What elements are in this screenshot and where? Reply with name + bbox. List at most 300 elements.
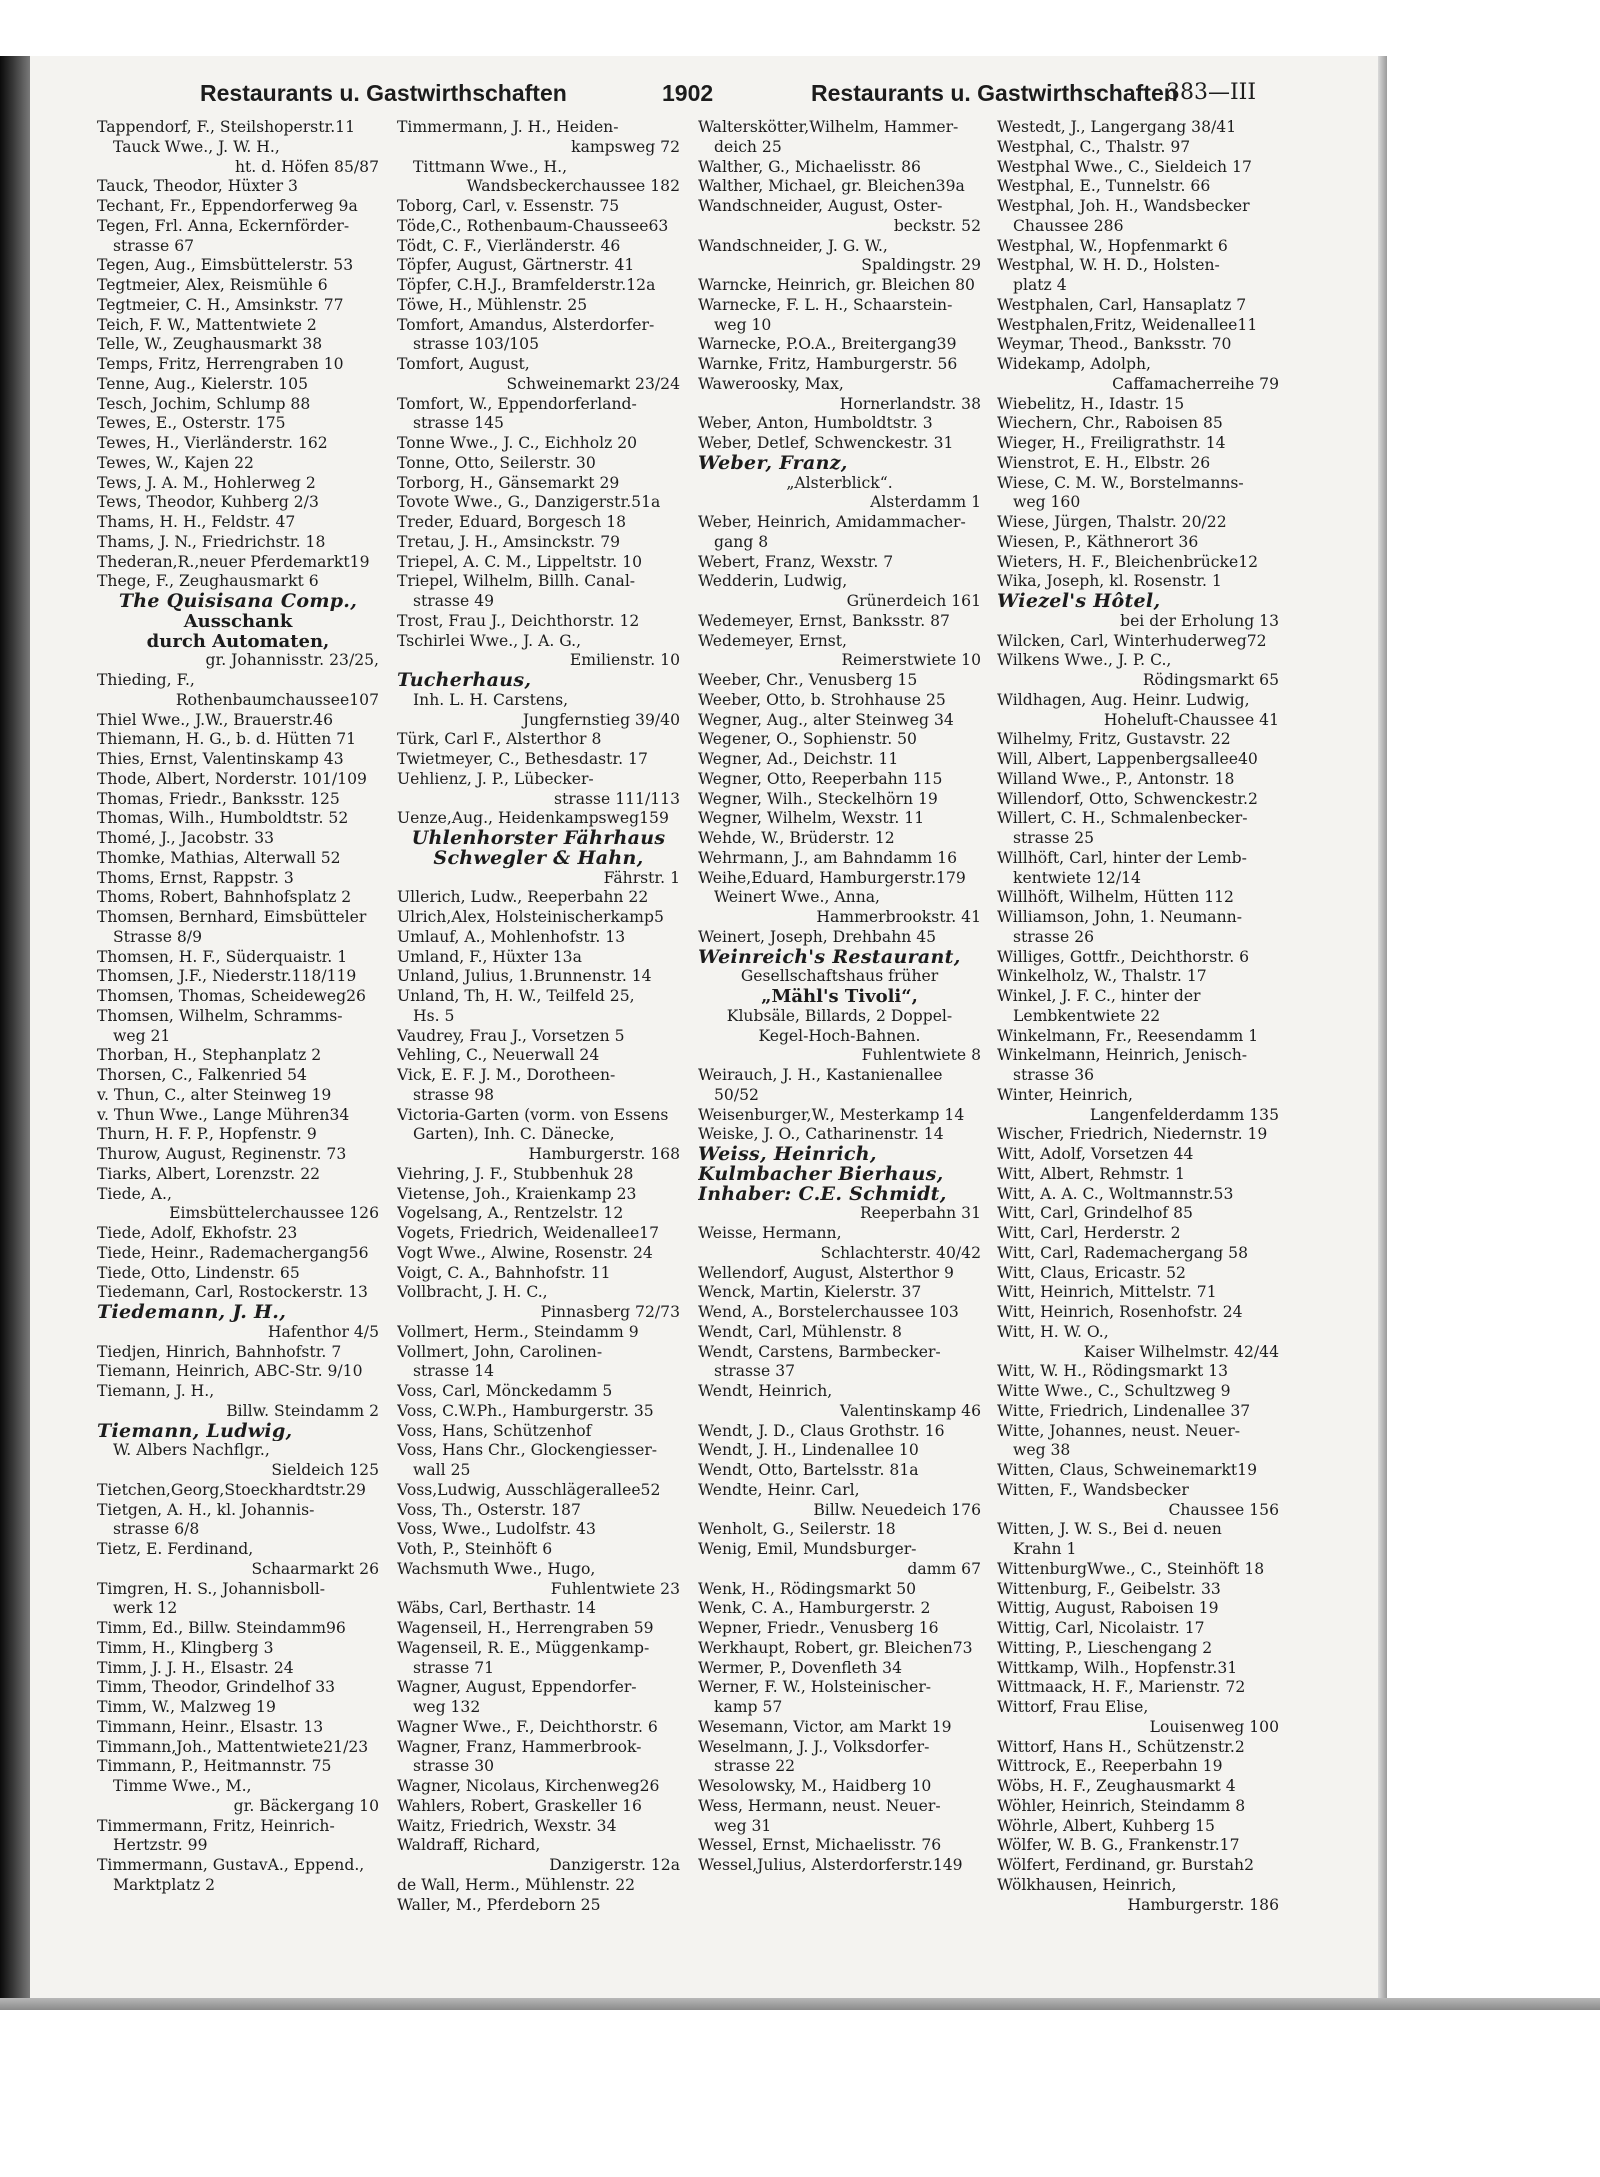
directory-line: Sieldeich 125 — [271, 1461, 379, 1479]
directory-line: Uhlenhorster Fährhaus — [411, 829, 666, 849]
directory-line: Strasse 8/9 — [113, 927, 202, 946]
directory-line: Chaussee 156 — [1168, 1500, 1279, 1519]
directory-line: Westphal Wwe., C., Sieldeich 17 — [997, 157, 1252, 176]
directory-line: Tews, J. A. M., Hohlerweg 2 — [97, 473, 316, 492]
directory-line: Weinreich's Restaurant, — [698, 947, 961, 968]
directory-line: Hornerlandstr. 38 — [839, 394, 981, 413]
directory-line: Wiebelitz, H., Idastr. 15 — [997, 394, 1185, 413]
directory-line: Tiede, Otto, Lindenstr. 65 — [97, 1263, 300, 1282]
directory-line: Timmann, Heinr., Elsastr. 13 — [97, 1717, 324, 1736]
directory-line: Ausschank — [183, 611, 293, 632]
directory-line: weg 160 — [1013, 493, 1081, 512]
directory-line: Winkelmann, Heinrich, Jenisch- — [997, 1046, 1248, 1065]
directory-line: strasse 37 — [714, 1362, 796, 1381]
directory-line: Töpfer, August, Gärtnerstr. 41 — [397, 256, 635, 275]
directory-line: Weihe,Eduard, Hamburgerstr.179 — [698, 868, 966, 887]
directory-line: Voss, Carl, Mönckedamm 5 — [397, 1382, 613, 1400]
directory-line: Thomsen, Wilhelm, Schramms- — [97, 1006, 343, 1025]
directory-line: Wagner, Nicolaus, Kirchenweg26 — [397, 1777, 660, 1795]
directory-line: Wendt, Carl, Mühlenstr. 8 — [698, 1322, 902, 1341]
directory-line: Tonne, Otto, Seilerstr. 30 — [397, 453, 596, 472]
directory-line: Tiarks, Albert, Lorenzstr. 22 — [97, 1164, 321, 1183]
directory-line: Eimsbüttelerchaussee 126 — [169, 1204, 379, 1223]
directory-line: Wiese, Jürgen, Thalstr. 20/22 — [997, 513, 1227, 531]
directory-line: Westedt, J., Langergang 38/41 — [997, 118, 1237, 136]
directory-line: Weeber, Otto, b. Strohhause 25 — [698, 690, 946, 709]
directory-line: Krahn 1 — [1013, 1540, 1077, 1558]
directory-line: Wagner, Franz, Hammerbrook- — [397, 1737, 642, 1756]
directory-line: Westphal, W., Hopfenmarkt 6 — [997, 236, 1228, 255]
directory-line: Witt, Carl, Grindelhof 85 — [997, 1204, 1193, 1223]
directory-line: Uehlienz, J. P., Lübecker- — [397, 769, 594, 788]
directory-line: Wenig, Emil, Mundsburger- — [698, 1540, 917, 1558]
directory-line: Wenholt, G., Seilerstr. 18 — [698, 1520, 896, 1539]
directory-line: Wittorf, Frau Elise, — [997, 1698, 1149, 1716]
directory-line: Witt, Claus, Ericastr. 52 — [997, 1263, 1186, 1282]
directory-line: Schlachterstr. 40/42 — [820, 1243, 981, 1262]
directory-line: Tiedemann, Carl, Rostockerstr. 13 — [97, 1283, 368, 1302]
directory-line: Wenk, C. A., Hamburgerstr. 2 — [698, 1599, 931, 1618]
directory-line: Wendt, Carstens, Barmbecker- — [698, 1342, 941, 1361]
directory-line: Wölfert, Ferdinand, gr. Burstah2 — [997, 1856, 1254, 1874]
directory-line: Thoms, Ernst, Rappstr. 3 — [97, 868, 294, 887]
directory-line: Timmann, P., Heitmannstr. 75 — [97, 1757, 332, 1776]
directory-line: Fuhlentwiete 23 — [550, 1579, 680, 1598]
directory-line: Winkelholz, W., Thalstr. 17 — [997, 967, 1207, 986]
directory-line: Warnke, Fritz, Hamburgerstr. 56 — [698, 355, 958, 373]
directory-line: Billw. Steindamm 2 — [226, 1401, 379, 1420]
directory-line: Timmermann, Fritz, Heinrich- — [97, 1816, 335, 1835]
directory-line: Danzigerstr. 12a — [549, 1856, 680, 1874]
directory-line: Witt, H. W. O., — [997, 1322, 1109, 1341]
directory-line: 50/52 — [714, 1085, 759, 1104]
directory-line: Wienstrot, E. H., Elbstr. 26 — [997, 453, 1211, 472]
directory-line: Thiel Wwe., J.W., Brauerstr.46 — [97, 710, 333, 729]
directory-line: Thurow, August, Reginenstr. 73 — [97, 1145, 347, 1163]
directory-line: Wandschneider, J. G. W., — [698, 236, 888, 255]
directory-line: Twietmeyer, C., Bethesdastr. 17 — [397, 750, 648, 768]
directory-line: Trost, Frau J., Deichthorstr. 12 — [397, 611, 640, 630]
directory-line: Witten, Claus, Schweinemarkt19 — [997, 1461, 1258, 1479]
directory-line: W. Albers Nachflgr., — [113, 1441, 270, 1460]
directory-line: Wilcken, Carl, Winterhuderweg72 — [997, 631, 1267, 650]
directory-line: Thieding, F., — [97, 671, 195, 689]
directory-line: Thies, Ernst, Valentinskamp 43 — [97, 750, 344, 768]
directory-line: Treder, Eduard, Borgesch 18 — [397, 513, 627, 531]
directory-line: Walther, G., Michaelisstr. 86 — [698, 157, 921, 176]
directory-line: Walterskötter,Wilhelm, Hammer- — [698, 118, 959, 136]
directory-line: Tovote Wwe., G., Danzigerstr.51a — [397, 493, 661, 512]
directory-line: Tiede, Adolf, Ekhofstr. 23 — [97, 1224, 298, 1242]
directory-line: Tauck, Theodor, Hüxter 3 — [97, 177, 298, 196]
directory-line: kampsweg 72 — [571, 137, 680, 156]
directory-line: Timm, Ed., Billw. Steindamm96 — [97, 1619, 346, 1637]
directory-line: Witten, F., Wandsbecker — [997, 1480, 1189, 1499]
directory-line: Inhaber: C.E. Schmidt, — [698, 1184, 947, 1205]
directory-line: Winkel, J. F. C., hinter der — [997, 987, 1201, 1005]
directory-line: Thams, H. H., Feldstr. 47 — [97, 513, 296, 531]
directory-line: Tauck Wwe., J. W. H., — [113, 137, 280, 156]
directory-line: Wegner, Otto, Reeperbahn 115 — [698, 769, 943, 788]
directory-line: Wandschneider, August, Oster- — [698, 197, 943, 215]
directory-line: weg 21 — [113, 1026, 171, 1045]
directory-line: Westphal, C., Thalstr. 97 — [997, 137, 1191, 156]
directory-line: Tietz, E. Ferdinand, — [97, 1540, 254, 1558]
directory-line: Hammerbrookstr. 41 — [816, 908, 981, 926]
directory-line: Kegel-Hoch-Bahnen. — [758, 1026, 921, 1045]
directory-line: strasse 111/113 — [554, 789, 680, 808]
directory-line: Ulrich,Alex, Holsteinischerkamp5 — [397, 908, 664, 926]
directory-line: Wedderin, Ludwig, — [698, 572, 848, 591]
directory-line: Wäbs, Carl, Berthastr. 14 — [397, 1599, 596, 1618]
directory-line: Thiemann, H. G., b. d. Hütten 71 — [97, 730, 357, 749]
directory-line: Temps, Fritz, Herrengraben 10 — [97, 355, 344, 373]
scan-bottom-edge — [0, 1998, 1600, 2010]
directory-line: strasse 145 — [413, 414, 504, 433]
directory-line: Wilhelmy, Fritz, Gustavstr. 22 — [997, 730, 1231, 749]
directory-line: Wieger, H., Freiligrathstr. 14 — [997, 434, 1226, 452]
directory-line: Tietchen,Georg,Stoeckhardtstr.29 — [97, 1480, 366, 1499]
directory-line: Timgren, H. S., Johannisboll- — [97, 1579, 325, 1598]
directory-line: strasse 71 — [413, 1658, 495, 1677]
directory-line: Werner, F. W., Holsteinischer- — [698, 1678, 932, 1697]
directory-line: Unland, Th, H. W., Teilfeld 25, — [397, 987, 635, 1005]
directory-line: strasse 30 — [413, 1757, 495, 1776]
directory-line: Langenfelderdamm 135 — [1089, 1105, 1279, 1124]
directory-line: weg 10 — [714, 315, 772, 334]
directory-line: Witte, Friedrich, Lindenallee 37 — [997, 1401, 1251, 1420]
directory-line: Hertzstr. 99 — [113, 1836, 208, 1855]
directory-line: Thode, Albert, Norderstr. 101/109 — [97, 769, 367, 788]
directory-line: Wieters, H. F., Bleichenbrücke12 — [997, 552, 1259, 571]
directory-line: Wölkhausen, Heinrich, — [997, 1875, 1177, 1894]
directory-line: Wagenseil, H., Herrengraben 59 — [397, 1619, 654, 1637]
directory-line: Voigt, C. A., Bahnhofstr. 11 — [397, 1263, 611, 1282]
directory-line: Wendt, Heinrich, — [698, 1382, 833, 1400]
directory-line: Wölfer, W. B. G., Frankenstr.17 — [997, 1836, 1240, 1855]
directory-line: Will, Albert, Lappenbergsallee40 — [997, 750, 1258, 768]
directory-line: Wittorf, Hans H., Schützenstr.2 — [997, 1737, 1245, 1756]
directory-line: Wesemann, Victor, am Markt 19 — [698, 1717, 952, 1736]
directory-line: Tenne, Aug., Kielerstr. 105 — [97, 374, 309, 393]
directory-line: Vogelsang, A., Rentzelstr. 12 — [397, 1204, 624, 1223]
directory-line: Voss, Hans, Schützenhof — [397, 1421, 592, 1440]
directory-line: Torborg, H., Gänsemarkt 29 — [397, 473, 620, 492]
directory-line: Willendorf, Otto, Schwenckestr.2 — [997, 789, 1258, 808]
directory-line: Thomas, Wilh., Humboldtstr. 52 — [97, 809, 349, 828]
directory-column-2 — [397, 118, 680, 1915]
directory-line: Thoms, Robert, Bahnhofsplatz 2 — [97, 888, 352, 907]
directory-line: Westphalen,Fritz, Weidenallee11 — [997, 315, 1258, 334]
directory-line: Tews, Theodor, Kuhberg 2/3 — [97, 493, 319, 512]
directory-line: Widekamp, Adolph, — [997, 355, 1151, 373]
directory-line: Wildhagen, Aug. Heinr. Ludwig, — [997, 690, 1250, 709]
directory-line: Wischer, Friedrich, Niedernstr. 19 — [997, 1125, 1268, 1144]
directory-line: Wessel, Ernst, Michaelisstr. 76 — [698, 1836, 942, 1855]
directory-line: Töde,C., Rothenbaum-Chaussee63 — [397, 216, 669, 235]
directory-line: Warnecke, F. L. H., Schaarstein- — [698, 295, 953, 314]
directory-line: Tittmann Wwe., H., — [413, 157, 568, 176]
directory-line: Tiedjen, Hinrich, Bahnhofstr. 7 — [97, 1342, 342, 1361]
directory-line: Wenk, H., Rödingsmarkt 50 — [698, 1579, 917, 1598]
directory-line: „Alsterblick“. — [786, 473, 893, 492]
directory-line: Willand Wwe., P., Antonstr. 18 — [997, 769, 1235, 788]
directory-line: Vogets, Friedrich, Weidenallee17 — [397, 1224, 660, 1242]
directory-line: Wagenseil, R. E., Müggenkamp- — [397, 1638, 650, 1657]
directory-line: Waldraff, Richard, — [397, 1836, 541, 1855]
directory-line: Thomsen, Thomas, Scheideweg26 — [97, 987, 366, 1005]
directory-line: Wehrmann, J., am Bahndamm 16 — [698, 848, 958, 867]
directory-line: Tiede, A., — [97, 1184, 172, 1203]
directory-line: Reeperbahn 31 — [859, 1204, 981, 1223]
directory-line: werk 12 — [113, 1599, 178, 1618]
directory-line: Pinnasberg 72/73 — [540, 1303, 680, 1321]
directory-line: Wermer, P., Dovenfleth 34 — [698, 1658, 903, 1677]
directory-line: Wittkamp, Wilh., Hopfenstr.31 — [997, 1658, 1238, 1677]
directory-line: Wehde, W., Brüderstr. 12 — [698, 829, 895, 847]
directory-line: Hafenthor 4/5 — [267, 1322, 379, 1341]
directory-line: Voss, Hans Chr., Glockengiesser- — [397, 1441, 658, 1460]
directory-line: Wagner Wwe., F., Deichthorstr. 6 — [397, 1717, 658, 1736]
directory-line: „Mähl's Tivoli“, — [761, 987, 918, 1007]
directory-line: Emilienstr. 10 — [569, 651, 680, 670]
directory-line: Tesch, Jochim, Schlump 88 — [97, 394, 311, 413]
directory-line: Uenze,Aug., Heidenkampsweg159 — [397, 809, 669, 828]
directory-line: weg 132 — [413, 1698, 481, 1716]
directory-line: Thederan,R.,neuer Pferdemarkt19 — [97, 552, 370, 571]
directory-column-4 — [997, 118, 1279, 1915]
directory-line: Timmermann, J. H., Heiden- — [397, 118, 619, 136]
directory-line: Telle, W., Zeughausmarkt 38 — [97, 335, 323, 354]
directory-line: Warnecke, P.O.A., Breitergang39 — [698, 335, 957, 354]
directory-line: Kaiser Wilhelmstr. 42/44 — [1083, 1342, 1279, 1361]
directory-line: Tschirlei Wwe., J. A. G., — [397, 631, 582, 650]
directory-line: Spaldingstr. 29 — [861, 256, 981, 275]
directory-line: Unland, Julius, 1.Brunnenstr. 14 — [397, 967, 652, 986]
header-right-title: Restaurants u. Gastwirthschaften — [811, 80, 1178, 106]
directory-line: Thege, F., Zeughausmarkt 6 — [97, 572, 319, 591]
directory-line: Westphal, E., Tunnelstr. 66 — [997, 177, 1211, 196]
directory-line: Tewes, E., Osterstr. 175 — [97, 414, 286, 433]
directory-line: Weymar, Theod., Banksstr. 70 — [997, 335, 1232, 354]
directory-line: Kulmbacher Bierhaus, — [698, 1164, 944, 1185]
directory-line: durch Automaten, — [146, 631, 330, 652]
directory-line: Williges, Gottfr., Deichthorstr. 6 — [997, 947, 1250, 966]
directory-line: Tietgen, A. H., kl. Johannis- — [97, 1500, 315, 1519]
directory-line: Wepner, Friedr., Venusberg 16 — [698, 1619, 939, 1637]
directory-line: Thorban, H., Stephanplatz 2 — [97, 1046, 322, 1065]
directory-line: Louisenweg 100 — [1149, 1717, 1279, 1736]
directory-line: Weisenburger,W., Mesterkamp 14 — [698, 1105, 965, 1124]
directory-line: Thomke, Mathias, Alterwall 52 — [97, 848, 341, 867]
directory-line: Thomas, Friedr., Banksstr. 125 — [97, 789, 340, 808]
directory-line: Tretau, J. H., Amsinckstr. 79 — [397, 532, 621, 551]
directory-line: Ullerich, Ludw., Reeperbahn 22 — [397, 888, 649, 907]
directory-column-3 — [698, 118, 981, 1876]
directory-line: Weber, Detlef, Schwenckestr. 31 — [698, 434, 954, 452]
directory-line: Töwe, H., Mühlenstr. 25 — [397, 295, 588, 314]
directory-line: Waitz, Friedrich, Wexstr. 34 — [397, 1816, 617, 1835]
directory-line: Wöbs, H. F., Zeughausmarkt 4 — [997, 1777, 1236, 1795]
directory-line: Witt, A. A. C., Woltmannstr.53 — [997, 1184, 1234, 1203]
directory-line: Witt, Carl, Herderstr. 2 — [997, 1224, 1181, 1242]
directory-line: Klubsäle, Billards, 2 Doppel- — [726, 1006, 953, 1025]
directory-line: Tödt, C. F., Vierländerstr. 46 — [397, 236, 621, 255]
directory-line: Tonne Wwe., J. C., Eichholz 20 — [397, 434, 638, 452]
directory-line: The Quisisana Comp., — [118, 592, 358, 612]
directory-line: Westphal, W. H. D., Holsten- — [997, 256, 1220, 275]
directory-line: Vollbracht, J. H. C., — [397, 1283, 548, 1302]
directory-line: Wedemeyer, Ernst, Banksstr. 87 — [698, 611, 950, 630]
directory-line: Vollmert, Herm., Steindamm 9 — [397, 1322, 639, 1341]
directory-line: Weinert Wwe., Anna, — [714, 888, 880, 907]
directory-line: Wegner, Wilh., Steckelhörn 19 — [698, 789, 938, 808]
directory-line: Wöhler, Heinrich, Steindamm 8 — [997, 1796, 1246, 1815]
directory-line: Walther, Michael, gr. Bleichen39a — [698, 177, 965, 196]
directory-line: Tomfort, August, — [397, 355, 530, 373]
directory-line: Rothenbaumchaussee107 — [175, 690, 379, 709]
directory-line: Fuhlentwiete 8 — [861, 1046, 981, 1065]
directory-line: Chaussee 286 — [1013, 216, 1124, 235]
directory-line: Wiechern, Chr., Raboisen 85 — [997, 414, 1223, 433]
directory-line: Vehling, C., Neuerwall 24 — [397, 1046, 600, 1065]
directory-line: Voss, C.W.Ph., Hamburgerstr. 35 — [397, 1401, 654, 1420]
directory-line: Hs. 5 — [413, 1006, 455, 1025]
directory-line: Timme Wwe., M., — [113, 1777, 252, 1795]
directory-line: Thomsen, J.F., Niederstr.118/119 — [97, 967, 357, 986]
directory-line: strasse 26 — [1013, 927, 1095, 946]
directory-line: Inh. L. H. Carstens, — [413, 690, 569, 709]
directory-line: Wedemeyer, Ernst, — [698, 631, 848, 650]
directory-column-1 — [97, 118, 379, 1896]
directory-line: Timm, H., Klingberg 3 — [97, 1638, 274, 1657]
directory-line: Hamburgerstr. 168 — [528, 1145, 680, 1163]
directory-line: Willhöft, Carl, hinter der Lemb- — [997, 848, 1247, 867]
directory-line: Wagner, August, Eppendorfer- — [397, 1678, 637, 1697]
directory-line: kentwiete 12/14 — [1013, 868, 1141, 887]
directory-line: Thomé, J., Jacobstr. 33 — [97, 829, 275, 847]
directory-line: gr. Johannisstr. 23/25, — [205, 651, 379, 670]
directory-line: v. Thun Wwe., Lange Mühren34 — [97, 1105, 350, 1124]
directory-line: Wahlers, Robert, Graskeller 16 — [397, 1796, 642, 1815]
directory-line: Timmann,Joh., Mattentwiete21/23 — [97, 1737, 369, 1756]
directory-line: Weeber, Chr., Venusberg 15 — [698, 671, 918, 689]
directory-line: Wittig, August, Raboisen 19 — [997, 1599, 1219, 1618]
directory-line: Weselmann, J. J., Volksdorfer- — [698, 1737, 930, 1756]
directory-line: gr. Bäckergang 10 — [233, 1796, 379, 1815]
header-left-title: Restaurants u. Gastwirthschaften — [200, 80, 567, 106]
directory-line: Waller, M., Pferdeborn 25 — [397, 1895, 601, 1914]
directory-line: Caffamacherreihe 79 — [1112, 374, 1279, 393]
directory-line: Tegtmeier, Alex, Reismühle 6 — [97, 276, 328, 294]
directory-line: Witte Wwe., C., Schultzweg 9 — [997, 1382, 1231, 1400]
directory-line: kamp 57 — [714, 1698, 783, 1716]
directory-line: gang 8 — [714, 532, 769, 551]
directory-line: Schaarmarkt 26 — [251, 1559, 379, 1578]
directory-line: Tiede, Heinr., Rademachergang56 — [97, 1243, 369, 1262]
directory-line: Weber, Heinrich, Amidammacher- — [698, 513, 966, 531]
directory-line: Weisse, Hermann, — [698, 1224, 842, 1242]
directory-line: Voss,Ludwig, Ausschlägerallee52 — [397, 1480, 661, 1499]
directory-line: Werkhaupt, Robert, gr. Bleichen73 — [698, 1638, 973, 1657]
directory-line: de Wall, Herm., Mühlenstr. 22 — [397, 1875, 636, 1894]
directory-line: Tegtmeier, C. H., Amsinkstr. 77 — [97, 295, 344, 314]
directory-line: Hamburgerstr. 186 — [1127, 1895, 1279, 1914]
directory-line: Töpfer, C.H.J., Bramfelderstr.12a — [397, 276, 656, 294]
directory-line: Tewes, W., Kajen 22 — [97, 453, 254, 472]
directory-line: Toborg, Carl, v. Essenstr. 75 — [397, 197, 620, 215]
directory-line: Tappendorf, F., Steilshoperstr.11 — [97, 118, 355, 136]
directory-line: Wittrock, E., Reeperbahn 19 — [997, 1757, 1223, 1776]
directory-line: Westphal, Joh. H., Wandsbecker — [997, 197, 1250, 215]
directory-line: Witt, Albert, Rehmstr. 1 — [997, 1164, 1185, 1183]
directory-line: Witting, P., Lieschengang 2 — [997, 1638, 1213, 1657]
directory-line: deich 25 — [714, 137, 782, 156]
directory-line: v. Thun, C., alter Steinweg 19 — [97, 1085, 332, 1104]
directory-line: Webert, Franz, Wexstr. 7 — [698, 552, 894, 571]
directory-line: Weiss, Heinrich, — [698, 1145, 877, 1165]
directory-line: Wittenburg, F., Geibelstr. 33 — [997, 1579, 1221, 1598]
directory-line: Triepel, A. C. M., Lippeltstr. 10 — [397, 552, 643, 571]
directory-line: Witt, Heinrich, Mittelstr. 71 — [997, 1283, 1217, 1302]
directory-line: Thurn, H. F. P., Hopfenstr. 9 — [97, 1125, 317, 1144]
directory-line: Fährstr. 1 — [603, 868, 680, 887]
directory-line: Weinert, Joseph, Drehbahn 45 — [698, 927, 937, 946]
directory-line: Winter, Heinrich, — [997, 1085, 1133, 1104]
directory-line: Schweinemarkt 23/24 — [506, 374, 680, 393]
directory-line: weg 31 — [714, 1816, 772, 1835]
page-number: 383—III — [1166, 80, 1257, 105]
directory-line: Witt, W. H., Rödingsmarkt 13 — [997, 1362, 1229, 1381]
directory-line: wall 25 — [413, 1461, 471, 1479]
directory-line: Wöhrle, Albert, Kuhberg 15 — [997, 1816, 1215, 1835]
directory-line: Vick, E. F. J. M., Dorotheen- — [397, 1066, 616, 1084]
directory-line: Tomfort, W., Eppendorferland- — [397, 394, 637, 413]
directory-line: strasse 103/105 — [413, 335, 539, 354]
directory-line: Wiezel's Hôtel, — [997, 592, 1161, 612]
directory-line: Reimerstwiete 10 — [841, 651, 981, 670]
directory-line: Willhöft, Wilhelm, Hütten 112 — [997, 888, 1234, 907]
directory-line: Wiesen, P., Käthnerort 36 — [997, 532, 1199, 551]
directory-line: Thorsen, C., Falkenried 54 — [97, 1066, 307, 1084]
directory-line: Victoria-Garten (vorm. von Essens — [397, 1105, 669, 1124]
directory-line: Techant, Fr., Eppendorferweg 9a — [97, 197, 358, 215]
directory-line: Wegner, Wilhelm, Wexstr. 11 — [698, 809, 925, 828]
directory-line: Voss, Th., Osterstr. 187 — [397, 1500, 581, 1519]
directory-line: Garten), Inh. C. Dänecke, — [413, 1125, 615, 1144]
directory-line: Viehring, J. F., Stubbenhuk 28 — [397, 1164, 634, 1183]
directory-line: Westphalen, Carl, Hansaplatz 7 — [997, 295, 1247, 314]
directory-line: Timmermann, GustavA., Eppend., — [97, 1856, 365, 1874]
directory-line: Wittmaack, H. F., Marienstr. 72 — [997, 1678, 1246, 1697]
directory-line: Thomsen, H. F., Süderquaistr. 1 — [97, 947, 348, 966]
directory-line: Lembkentwiete 22 — [1013, 1006, 1161, 1025]
directory-line: Umland, F., Hüxter 13a — [397, 947, 582, 966]
directory-line: strasse 14 — [413, 1362, 495, 1381]
directory-line: Wendt, Otto, Bartelsstr. 81a — [698, 1461, 919, 1479]
directory-line: strasse 6/8 — [113, 1520, 200, 1539]
directory-line: Türk, Carl F., Alsterthor 8 — [397, 730, 602, 749]
directory-line: damm 67 — [907, 1559, 981, 1578]
directory-line: Hoheluft-Chaussee 41 — [1103, 710, 1279, 729]
directory-line: weg 38 — [1013, 1441, 1071, 1460]
directory-line: Wessel,Julius, Alsterdorferstr.149 — [698, 1856, 963, 1874]
directory-line: Jungfernstieg 39/40 — [522, 710, 680, 729]
directory-line: Witt, Heinrich, Rosenhofstr. 24 — [997, 1303, 1243, 1321]
directory-line: Timm, Theodor, Grindelhof 33 — [97, 1678, 336, 1697]
directory-line: Vaudrey, Frau J., Vorsetzen 5 — [397, 1026, 625, 1045]
directory-line: Tiemann, Heinrich, ABC-Str. 9/10 — [97, 1362, 363, 1381]
